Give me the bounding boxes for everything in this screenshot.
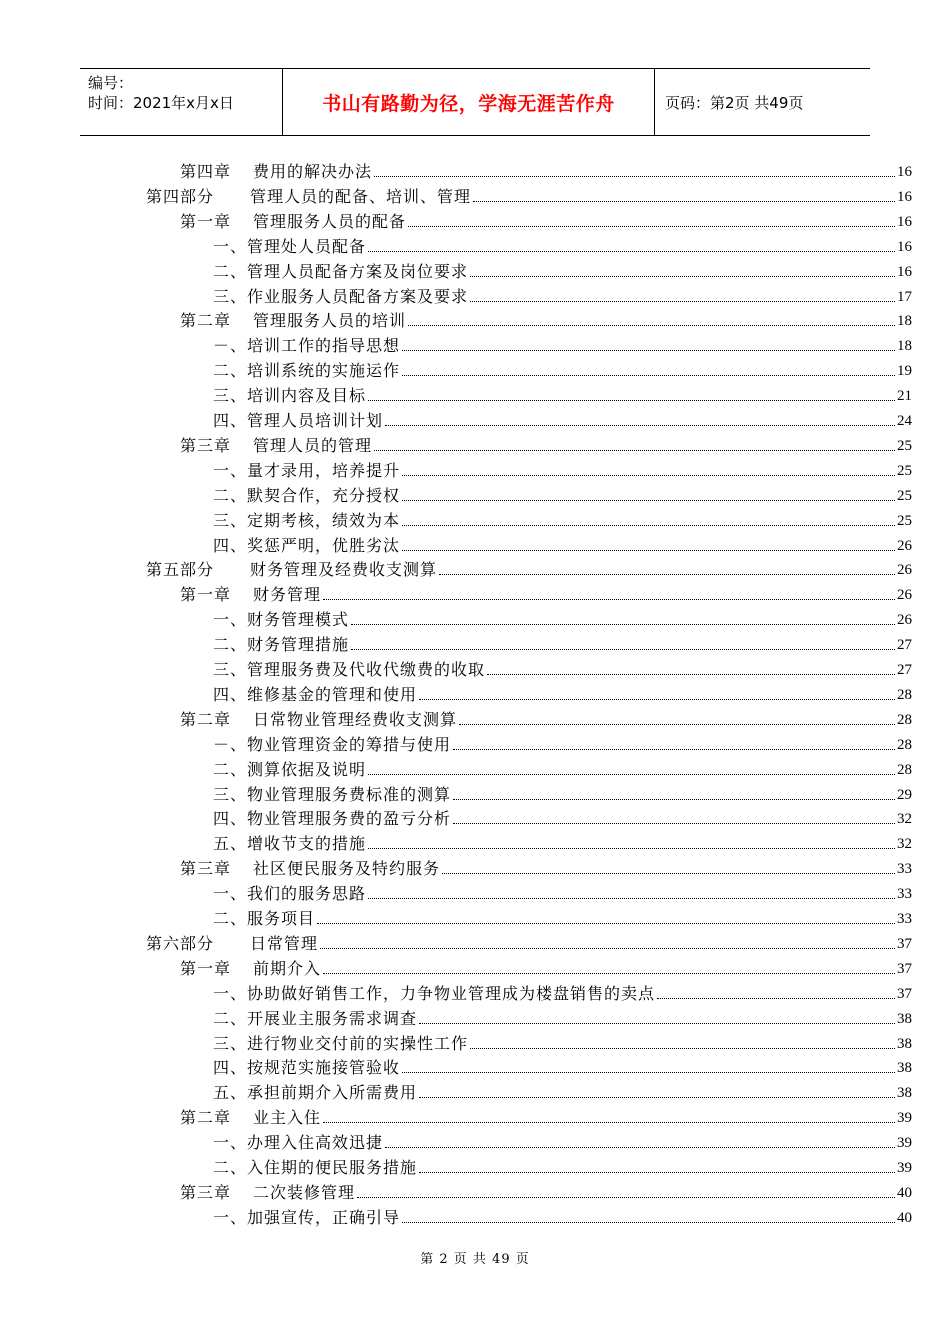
dot-leader <box>323 972 895 974</box>
toc-entry[interactable] <box>213 332 912 356</box>
toc-entry[interactable] <box>213 830 912 854</box>
toc-entry-text: 四、管理人员培训计划 <box>213 411 384 430</box>
toc-entry-label: 第二章 <box>180 311 232 331</box>
toc-entry-title <box>213 909 315 929</box>
toc-entry-title <box>213 1009 417 1029</box>
toc-entry[interactable] <box>213 681 912 705</box>
toc-entry[interactable] <box>213 880 912 904</box>
toc-entry-page: 37 <box>897 935 912 952</box>
header-table <box>80 68 870 136</box>
toc-entry-page: 18 <box>897 313 912 330</box>
toc-entry-text: 二、管理人员配备方案及岗位要求 <box>213 261 469 281</box>
dot-leader <box>385 424 895 426</box>
toc-entry-title <box>180 162 372 182</box>
toc-entry-page: 19 <box>897 363 912 380</box>
toc-entry-page: 39 <box>897 1160 912 1176</box>
toc-entry[interactable] <box>213 1129 912 1153</box>
toc-entry-text: 一、加强宣传，正确引导 <box>213 1207 401 1227</box>
toc-entry-page: 26 <box>897 537 912 554</box>
dot-leader <box>470 275 895 277</box>
toc-entry-text: 四、奖惩严明，优胜劣汰 <box>213 535 401 555</box>
toc-entry-page: 28 <box>897 736 912 753</box>
toc-entry-page: 25 <box>897 437 912 454</box>
toc-entry-page: 38 <box>897 1010 912 1027</box>
toc-entry-label: 第三章 <box>180 859 232 879</box>
dot-leader <box>402 524 895 526</box>
toc-entry-text: 二、测算依据及说明 <box>213 759 367 779</box>
toc-entry[interactable] <box>213 357 912 381</box>
toc-entry[interactable] <box>180 307 912 331</box>
toc-entry[interactable] <box>213 1054 912 1078</box>
toc-entry-text: 一、管理处人员配备 <box>213 236 367 256</box>
toc-entry[interactable] <box>213 1005 912 1029</box>
dot-leader <box>368 897 895 899</box>
toc-entry-page: 32 <box>897 836 912 853</box>
toc-entry-label: 第二章 <box>180 709 232 729</box>
toc-entry-text: 三、培训内容及目标 <box>213 386 367 406</box>
toc-entry-page: 38 <box>897 1060 912 1077</box>
toc-entry-text: 社区便民服务及特约服务 <box>253 859 441 879</box>
toc-entry[interactable] <box>213 980 912 1004</box>
toc-entry-page: 24 <box>897 413 912 429</box>
toc-entry-page: 28 <box>897 711 912 728</box>
dot-leader <box>470 1047 895 1049</box>
toc-entry-text: 五、增收节支的措施 <box>213 834 367 854</box>
dot-leader <box>323 598 895 600</box>
toc-entry-label: 第一章 <box>180 211 232 231</box>
toc-entry-page: 28 <box>897 686 912 703</box>
toc-entry-title <box>180 710 457 730</box>
toc-entry[interactable] <box>213 258 912 282</box>
toc-entry-text: 二、培训系统的实施运作 <box>213 361 401 381</box>
toc-entry-title <box>213 685 417 705</box>
toc-entry-text: 二、服务项目 <box>213 909 316 928</box>
toc-entry-text: 管理人员的配备、培训、管理 <box>250 186 472 206</box>
toc-entry[interactable] <box>180 1179 912 1203</box>
toc-entry-title <box>213 1034 468 1054</box>
dot-leader <box>402 499 895 501</box>
dot-leader <box>442 872 895 874</box>
dot-leader <box>408 225 895 227</box>
toc-entry-page: 32 <box>897 811 912 828</box>
toc-entry[interactable] <box>180 158 912 182</box>
dot-leader <box>402 1221 895 1223</box>
toc-entry-title <box>180 1108 321 1128</box>
toc-entry[interactable] <box>213 507 912 531</box>
toc-entry-title <box>146 560 437 580</box>
toc-entry-title <box>180 859 440 879</box>
toc-entry-title <box>213 660 485 680</box>
dot-leader <box>368 399 895 401</box>
toc-entry-text: 四、物业管理服务费的盈亏分析 <box>213 809 452 829</box>
toc-entry-page: 33 <box>897 911 912 927</box>
dot-leader <box>374 449 895 451</box>
toc-entry-text: 管理人员的管理 <box>253 435 373 455</box>
toc-entry[interactable] <box>213 1030 912 1054</box>
toc-entry-title <box>213 834 366 854</box>
toc-entry[interactable] <box>180 706 912 730</box>
toc-entry[interactable] <box>180 855 912 879</box>
toc-entry[interactable] <box>213 283 912 307</box>
toc-entry-page: 26 <box>897 562 912 579</box>
header-meta <box>80 69 282 135</box>
toc-entry-page: 40 <box>897 1209 912 1226</box>
toc-entry-label: 第二章 <box>180 1108 232 1128</box>
dot-leader <box>419 1096 895 1098</box>
toc-entry[interactable] <box>180 432 912 456</box>
dot-leader <box>657 997 895 999</box>
toc-entry-page: 16 <box>897 188 912 205</box>
toc-entry[interactable] <box>213 1154 912 1178</box>
toc-entry-title <box>213 461 400 481</box>
toc-entry-page: 38 <box>897 1035 912 1052</box>
dot-leader <box>320 947 895 949</box>
toc-entry-title <box>213 785 451 805</box>
toc-entry-title <box>213 1083 417 1103</box>
toc-entry-title <box>213 486 400 506</box>
toc-entry-text: 一、我们的服务思路 <box>213 884 367 904</box>
dot-leader <box>419 698 895 700</box>
toc-entry-page: 25 <box>897 462 912 479</box>
toc-entry-page: 37 <box>897 960 912 977</box>
toc-entry-label: 第四部分 <box>146 186 215 206</box>
dot-leader <box>439 573 895 575</box>
toc-entry-text: 二次装修管理 <box>253 1182 356 1202</box>
dot-leader <box>402 374 895 376</box>
header-motto-cell <box>282 69 655 135</box>
header-page-info <box>655 69 870 135</box>
toc-entry[interactable] <box>146 556 912 580</box>
toc-entry-page: 21 <box>897 388 912 405</box>
toc-entry-title <box>213 511 400 531</box>
toc-entry-title <box>146 187 471 207</box>
toc-entry-page: 33 <box>897 861 912 878</box>
motto-text: 书山有路勤为径，学海无涯苦作舟 <box>322 92 615 115</box>
toc-entry-title <box>180 1183 355 1203</box>
toc-entry-text: 管理服务人员的培训 <box>253 311 407 331</box>
dot-leader <box>453 798 895 800</box>
toc-entry[interactable] <box>213 1079 912 1103</box>
dot-leader <box>453 748 895 750</box>
toc-entry-title <box>213 735 451 755</box>
toc-entry-page: 27 <box>897 662 912 678</box>
toc-entry-title <box>213 635 349 655</box>
toc-entry-page: 40 <box>897 1184 912 1201</box>
toc-entry-label: 第六部分 <box>146 933 215 953</box>
toc-entry[interactable] <box>213 407 912 431</box>
toc-entry-title <box>180 585 321 605</box>
toc-entry-label: 第四章 <box>180 162 232 181</box>
toc-entry-text: －、物业管理资金的筹措与使用 <box>213 734 452 754</box>
toc-entry-text: 三、管理服务费及代收代缴费的收取 <box>213 660 486 679</box>
toc-entry[interactable] <box>180 1104 912 1128</box>
toc-entry[interactable] <box>213 233 912 257</box>
toc-entry-page: 25 <box>897 487 912 504</box>
toc-entry-title <box>213 336 400 356</box>
dot-leader <box>374 175 895 177</box>
dot-leader <box>487 673 895 675</box>
toc-entry-text: 四、按规范实施接管验收 <box>213 1058 401 1078</box>
dot-leader <box>459 723 895 725</box>
toc-entry-page: 18 <box>897 338 912 355</box>
code-label: 编号： <box>88 74 134 92</box>
toc-entry-page: 37 <box>897 985 912 1002</box>
toc-entry-title <box>213 287 468 307</box>
toc-entry-title <box>213 984 655 1004</box>
toc-entry-page: 16 <box>897 238 912 255</box>
toc-entry-label: 第三章 <box>180 1182 232 1202</box>
toc-entry-text: 一、财务管理模式 <box>213 610 350 630</box>
toc-entry[interactable] <box>213 905 912 929</box>
toc-entry[interactable] <box>213 805 912 829</box>
toc-entry-text: 三、进行物业交付前的实操性工作 <box>213 1033 469 1053</box>
toc-entry-title <box>213 809 451 829</box>
toc-entry[interactable] <box>213 656 912 680</box>
toc-entry-text: 四、维修基金的管理和使用 <box>213 684 418 704</box>
toc-entry[interactable] <box>213 1204 912 1228</box>
toc-entry-title <box>213 610 349 630</box>
dot-leader <box>317 922 895 924</box>
toc-entry-text: 业主入住 <box>253 1108 322 1128</box>
toc-entry-page: 29 <box>897 786 912 803</box>
toc-entry-title <box>213 386 366 406</box>
toc-entry-title <box>180 436 372 456</box>
toc-entry-title <box>213 1058 400 1078</box>
dot-leader <box>419 1022 895 1024</box>
toc-entry-text: 二、开展业主服务需求调查 <box>213 1008 418 1028</box>
toc-entry[interactable] <box>213 606 912 630</box>
toc-entry[interactable] <box>180 955 912 979</box>
toc-entry-text: 五、承担前期介入所需费用 <box>213 1083 418 1103</box>
toc-entry-page: 38 <box>897 1085 912 1102</box>
toc-entry-page: 28 <box>897 761 912 778</box>
dot-leader <box>368 250 895 252</box>
toc-entry-text: 二、默契合作，充分授权 <box>213 485 401 505</box>
toc-entry-page: 33 <box>897 886 912 903</box>
toc-entry-text: 一、量才录用，培养提升 <box>213 460 401 480</box>
toc-entry-page: 16 <box>897 164 912 180</box>
toc-entry[interactable] <box>213 457 912 481</box>
page-info-text: 页码：第2页 共49页 <box>665 93 804 112</box>
dot-leader <box>323 1121 895 1123</box>
toc-entry-text: 二、入住期的便民服务措施 <box>213 1158 418 1177</box>
toc-entry-label: 第一章 <box>180 958 232 978</box>
dot-leader <box>351 648 895 650</box>
dot-leader <box>402 474 895 476</box>
toc-entry-label: 第一章 <box>180 585 232 605</box>
toc-entry-text: 管理服务人员的配备 <box>253 211 407 231</box>
toc-entry-title <box>180 212 406 232</box>
toc-entry[interactable] <box>213 382 912 406</box>
toc-entry-page: 16 <box>897 213 912 230</box>
toc-entry-title <box>180 311 406 331</box>
dot-leader <box>408 324 895 326</box>
toc-entry-text: 财务管理 <box>253 585 322 605</box>
toc-entry-page: 16 <box>897 263 912 280</box>
toc-entry-title <box>213 1158 417 1178</box>
toc-entry[interactable] <box>213 781 912 805</box>
toc-entry[interactable] <box>213 756 912 780</box>
toc-entry-page: 27 <box>897 637 912 654</box>
dot-leader <box>357 1196 895 1198</box>
toc-entry-page: 39 <box>897 1110 912 1127</box>
dot-leader <box>402 349 895 351</box>
toc-entry-title <box>213 237 366 257</box>
dot-leader <box>402 1071 895 1073</box>
toc-entry-page: 25 <box>897 512 912 529</box>
dot-leader <box>402 549 895 551</box>
toc-entry-title <box>180 959 321 979</box>
toc-entry-title <box>213 1133 383 1153</box>
dot-leader <box>470 300 895 302</box>
toc-entry-text: 日常管理 <box>250 933 319 953</box>
toc-entry-label: 第五部分 <box>146 560 215 580</box>
toc-entry[interactable] <box>213 532 912 556</box>
toc-entry-title <box>213 361 400 381</box>
toc-entry[interactable] <box>213 482 912 506</box>
toc-entry-text: 前期介入 <box>253 958 322 978</box>
toc-entry-page: 26 <box>897 587 912 604</box>
time-label: 时间：2021年x月x日 <box>88 94 234 112</box>
dot-leader <box>385 1146 895 1148</box>
toc-entry-text: 费用的解决办法 <box>253 162 373 181</box>
toc-entry-title <box>213 884 366 904</box>
toc-entry-page: 26 <box>897 612 912 629</box>
toc-entry[interactable] <box>213 631 912 655</box>
toc-entry-title <box>213 536 400 556</box>
toc-entry-text: 二、财务管理措施 <box>213 635 350 655</box>
dot-leader <box>473 200 895 202</box>
dot-leader <box>419 1171 895 1173</box>
page-footer: 第 2 页 共 49 页 <box>420 1252 530 1267</box>
toc-entry-text: 三、定期考核，绩效为本 <box>213 510 401 530</box>
toc-entry-text: －、培训工作的指导思想 <box>213 336 401 356</box>
toc-entry-text: 日常物业管理经费收支测算 <box>253 709 458 729</box>
toc-entry[interactable] <box>180 208 912 232</box>
dot-leader <box>368 847 895 849</box>
toc-entry-label: 第三章 <box>180 435 232 455</box>
toc-entry-text: 财务管理及经费收支测算 <box>250 560 438 580</box>
toc-entry[interactable] <box>180 581 912 605</box>
toc-entry-title <box>213 411 383 431</box>
toc-entry-page: 39 <box>897 1135 912 1152</box>
toc-entry-title <box>146 934 318 954</box>
toc-entry-text: 三、作业服务人员配备方案及要求 <box>213 286 469 306</box>
toc-entry-text: 三、物业管理服务费标准的测算 <box>213 784 452 804</box>
dot-leader <box>453 822 895 824</box>
toc-entry-page: 17 <box>897 288 912 305</box>
dot-leader <box>368 773 895 775</box>
toc-entry-title <box>213 262 468 282</box>
toc-entry-title <box>213 760 366 780</box>
toc-entry-text: 一、协助做好销售工作，力争物业管理成为楼盘销售的卖点 <box>213 983 656 1003</box>
toc-entry-title <box>213 1208 400 1228</box>
toc-entry[interactable] <box>146 183 912 207</box>
toc-entry-text: 一、办理入住高效迅捷 <box>213 1133 384 1153</box>
toc-entry[interactable] <box>146 930 912 954</box>
toc-entry[interactable] <box>213 731 912 755</box>
dot-leader <box>351 623 895 625</box>
